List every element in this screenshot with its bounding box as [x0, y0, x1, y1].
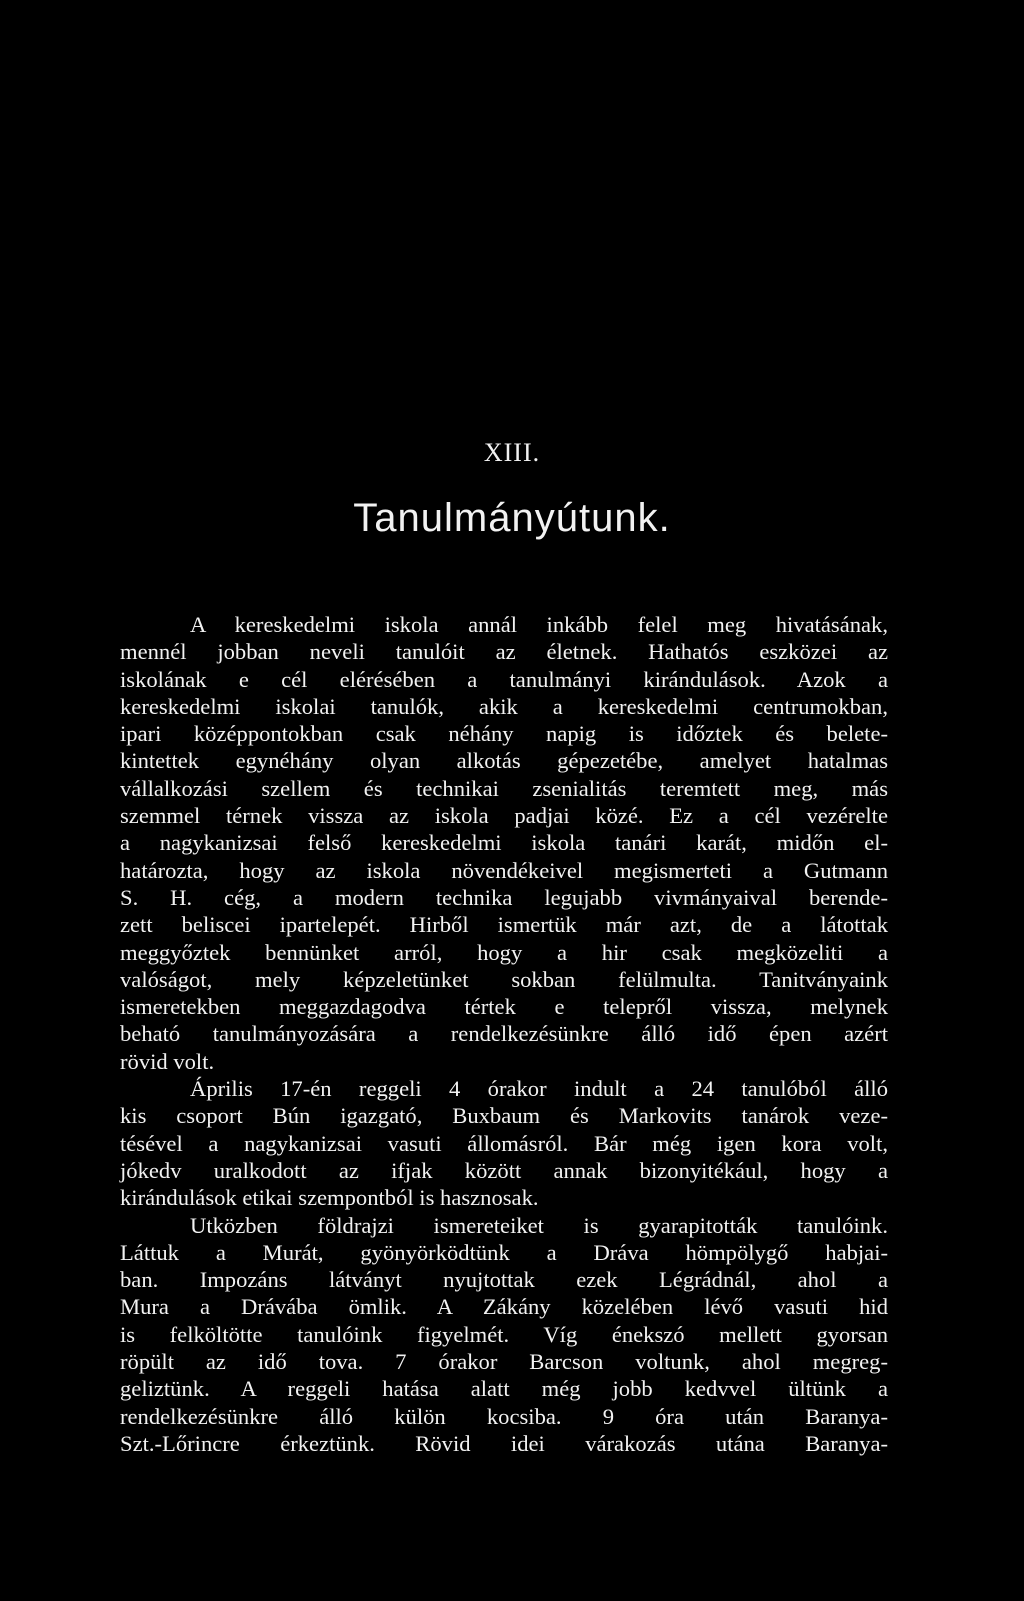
text-line: Szt.-Lőrincre érkeztünk. Rövid idei várakozás utána Baranya-: [120, 1430, 888, 1456]
text-line: kirándulások etikai szempontból is hasznosak.: [120, 1185, 539, 1211]
text-line: is felköltötte tanulóink figyelmét. Víg énekszó mellett gyorsan: [120, 1321, 888, 1347]
text-line: vállalkozási szellem és technikai zsenialitás teremtett meg, más: [120, 775, 888, 801]
text-line: kis csoport Bún igazgató, Buxbaum és Markovits tanárok veze-: [120, 1103, 888, 1129]
text-line: valóságot, mely képzeletünket sokban felülmulta. Tanitványaink: [120, 966, 888, 992]
text-line: röpült az idő tova. 7 órakor Barcson voltunk, ahol megreg-: [120, 1349, 888, 1375]
text-line: A kereskedelmi iskola annál inkább felel meg hivatásának,: [190, 612, 888, 637]
text-line: Április 17-én reggeli 4 órakor indult a 24 tanulóból álló: [190, 1076, 888, 1102]
text-line: iskolának e cél elérésében a tanulmányi kirándulások. Azok a: [120, 666, 888, 692]
text-line: ismeretekben meggazdagodva tértek e telepről vissza, melynek: [120, 994, 888, 1020]
text-line: rövid volt.: [120, 1048, 215, 1074]
text-line: ipari középpontokban csak néhány napig is időztek és belete-: [120, 721, 888, 747]
text-line: kintettek egynéhány olyan alkotás gépezetébe, amelyet hatalmas: [120, 748, 888, 774]
text-line: ban. Impozáns látványt nyujtottak ezek Légrádnál, ahol a: [120, 1267, 888, 1293]
text-line: jókedv uralkodott az ifjak között annak bizonyitékául, hogy a: [120, 1157, 888, 1183]
text-line: szemmel térnek vissza az iskola padjai közé. Ez a cél vezérelte: [120, 803, 888, 829]
text-line: kereskedelmi iskolai tanulók, akik a kereskedelmi centrumokban,: [120, 693, 888, 719]
text-line: tésével a nagykanizsai vasuti állomásról. Bár még igen kora volt,: [120, 1130, 888, 1156]
text-line: mennél jobban neveli tanulóit az életnek. Hathatós eszközei az: [120, 639, 888, 665]
text-line: a nagykanizsai felső kereskedelmi iskola tanári karát, midőn el-: [120, 830, 888, 856]
text-line: S. H. cég, a modern technika legujabb vivmányaival berende-: [120, 884, 888, 910]
text-line: zett beliscei ipartelepét. Hirből ismertük már azt, de a látottak: [120, 912, 888, 938]
text-line: Láttuk a Murát, gyönyörködtünk a Dráva hömpölygő habjai-: [120, 1239, 888, 1265]
text-line: rendelkezésünkre álló külön kocsiba. 9 óra után Baranya-: [120, 1403, 888, 1429]
text-line: meggyőztek bennünket arról, hogy a hir csak megközeliti a: [120, 939, 888, 965]
text-line: Utközben földrajzi ismereteiket is gyarapitották tanulóink.: [190, 1212, 888, 1238]
text-line: Mura a Drávába ömlik. A Zákány közelében lévő vasuti hid: [120, 1294, 888, 1320]
chapter-number: XIII.: [483, 438, 541, 467]
text-line: geliztünk. A reggeli hatása alatt még jobb kedvvel ültünk a: [120, 1376, 888, 1402]
body-text: [120, 611, 888, 1457]
chapter-title: Tanulmányútunk.: [353, 496, 671, 540]
text-line: beható tanulmányozására a rendelkezésünkre álló idő épen azért: [120, 1021, 888, 1047]
text-line: határozta, hogy az iskola növendékeivel megismerteti a Gutmann: [120, 857, 888, 883]
